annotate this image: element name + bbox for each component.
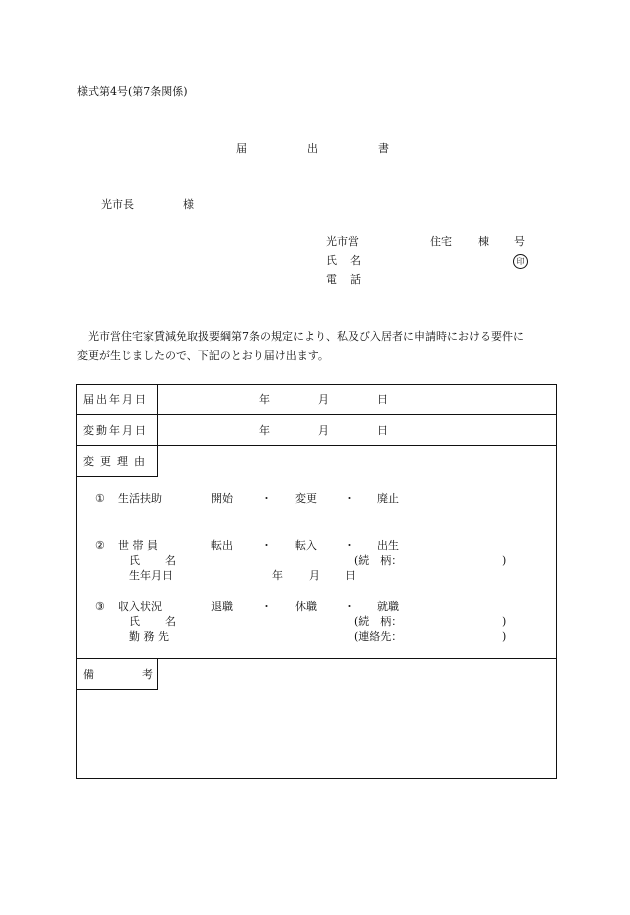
item1-option-end: 廃止 — [377, 492, 399, 505]
title-char-1: 届 — [236, 142, 247, 155]
item1-option-change: 変更 — [295, 492, 317, 505]
item3-dot-1: ・ — [261, 600, 272, 613]
body-text-line-1: 光市営住宅家賃減免取扱要綱第7条の規定により、私及び入居者に申請時における要件に — [88, 330, 524, 343]
change-year-unit: 年 — [259, 424, 270, 437]
body-text-line-2: 変更が生じましたので、下記のとおり届け出ます。 — [77, 349, 329, 362]
item3-relation-close: ) — [502, 615, 507, 628]
change-day-unit: 日 — [377, 424, 388, 437]
change-date-label: 変動年月日 — [83, 424, 148, 437]
housing-label: 光市営 — [326, 235, 359, 248]
item2-birth-year-unit: 年 — [272, 569, 283, 582]
housing-to: 棟 — [478, 235, 489, 248]
item2-label: 世 帯 員 — [118, 539, 158, 552]
item1-label: 生活扶助 — [118, 492, 162, 505]
seal-mark: 印 — [513, 254, 528, 269]
item2-number: ② — [95, 539, 105, 552]
item3-relation-label: (続 柄： — [354, 615, 403, 628]
submission-date-label: 届出年月日 — [83, 393, 148, 406]
item3-option-retire: 退職 — [211, 600, 233, 613]
item3-option-employ: 就職 — [377, 600, 399, 613]
item3-name-char-2: 名 — [165, 615, 176, 628]
applicant-phone-char-1: 電 — [326, 273, 337, 286]
item2-birth-label: 生年月日 — [129, 569, 173, 582]
remarks-label-char-2: 考 — [142, 668, 153, 681]
housing-go: 号 — [514, 235, 525, 248]
item1-number: ① — [95, 492, 105, 505]
item2-dot-2: ・ — [344, 539, 355, 552]
housing-jutaku: 住宅 — [430, 235, 452, 248]
item2-option-move-in: 転入 — [295, 539, 317, 552]
item2-name-char-2: 名 — [165, 554, 176, 567]
addressee-name: 光市長 — [101, 198, 134, 211]
item3-number: ③ — [95, 600, 105, 613]
item3-workplace-label: 勤 務 先 — [129, 630, 169, 643]
item1-dot-2: ・ — [344, 492, 355, 505]
item2-relation-label: (続 柄： — [354, 554, 403, 567]
submission-year-unit: 年 — [259, 393, 270, 406]
item3-contact-label: (連絡先： — [354, 630, 403, 643]
item3-name-char-1: 氏 — [129, 615, 140, 628]
applicant-phone-char-2: 話 — [350, 273, 361, 286]
item2-name-char-1: 氏 — [129, 554, 140, 567]
form-number: 様式第4号(第7条関係) — [77, 85, 188, 98]
title-char-3: 書 — [378, 142, 389, 155]
remarks-label-char-1: 備 — [83, 668, 94, 681]
item2-option-birth: 出生 — [377, 539, 399, 552]
item2-birth-month-unit: 月 — [309, 569, 320, 582]
title-char-2: 出 — [307, 142, 318, 155]
submission-month-unit: 月 — [318, 393, 329, 406]
applicant-name-char-2: 名 — [350, 254, 361, 267]
item2-dot-1: ・ — [261, 539, 272, 552]
item1-option-start: 開始 — [211, 492, 233, 505]
item2-option-move-out: 転出 — [211, 539, 233, 552]
item3-option-leave: 休職 — [295, 600, 317, 613]
item3-dot-2: ・ — [344, 600, 355, 613]
change-month-unit: 月 — [318, 424, 329, 437]
addressee-honorific: 様 — [183, 198, 194, 211]
item3-contact-close: ) — [502, 630, 507, 643]
item2-birth-day-unit: 日 — [345, 569, 356, 582]
item3-label: 収入状況 — [118, 600, 162, 613]
submission-day-unit: 日 — [377, 393, 388, 406]
item2-relation-close: ) — [502, 554, 507, 567]
reason-label: 変更理由 — [83, 455, 151, 468]
item1-dot-1: ・ — [261, 492, 272, 505]
applicant-name-char-1: 氏 — [326, 254, 337, 267]
